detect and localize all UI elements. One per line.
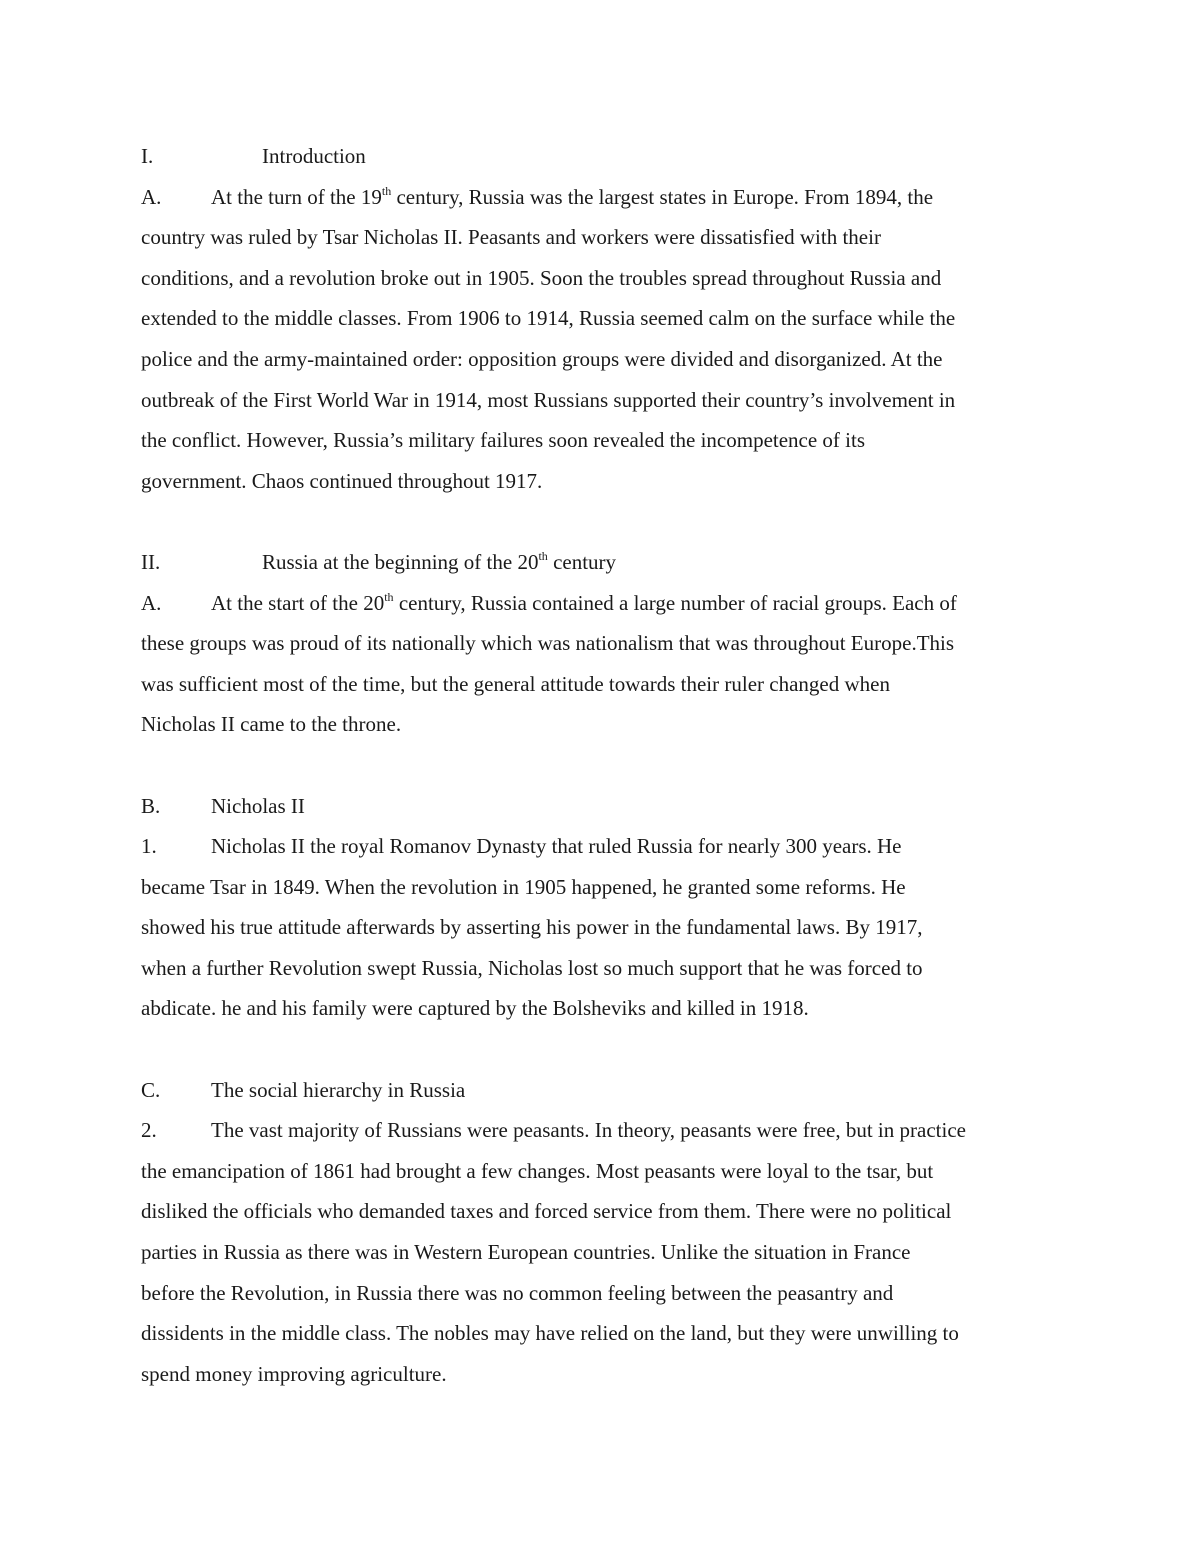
section-title: Russia at the beginning of the 20 (262, 549, 539, 574)
ordinal-suffix: th (538, 548, 548, 563)
paragraph-line: dissidents in the middle class. The nobles may have relied on the land, but they were unwilling to (141, 1321, 959, 1346)
paragraph-line: abdicate. he and his family were captured by the Bolsheviks and killed in 1918. (141, 996, 809, 1021)
section-number: II. (141, 549, 161, 574)
paragraph-intro-a (141, 177, 1066, 502)
paragraph-first-line (141, 177, 1066, 218)
document-body (141, 136, 1066, 1394)
paragraph-line: before the Revolution, in Russia there was no common feeling between the peasantry and (141, 1280, 894, 1305)
paragraph-line: the emancipation of 1861 had brought a few changes. Most peasants were loyal to the tsar, but (141, 1158, 934, 1183)
paragraph-line: outbreak of the First World War in 1914, most Russians supported their country’s involvement in (141, 387, 956, 412)
paragraph-line: country was ruled by Tsar Nicholas II. Peasants and workers were dissatisfied with their (141, 225, 881, 250)
text-run: The vast majority of Russians were peasants. In theory, peasants were free, but in practice (211, 1118, 966, 1143)
paragraph-social-2 (141, 1110, 1066, 1394)
subheading-title: The social hierarchy in Russia (211, 1077, 466, 1102)
text-run: Nicholas II the royal Romanov Dynasty that ruled Russia for nearly 300 years. He (211, 834, 902, 859)
text-run: century, Russia contained a large number of racial groups. Each of (393, 590, 957, 615)
paragraph-nicholas-1 (141, 826, 1066, 1029)
paragraph-line: the conflict. However, Russia’s military failures soon revealed the incompetence of its (141, 428, 866, 453)
paragraph-line: government. Chaos continued throughout 1917. (141, 468, 543, 493)
item-marker: A. (141, 590, 162, 615)
blank-line (141, 1029, 1066, 1070)
section-title: Introduction (262, 144, 366, 168)
paragraph-line: spend money improving agriculture. (141, 1361, 447, 1386)
subheading-title: Nicholas II (211, 793, 305, 818)
paragraph-line: was sufficient most of the time, but the general attitude towards their ruler changed when (141, 671, 890, 696)
paragraph-line: parties in Russia as there was in Western European countries. Unlike the situation in France (141, 1240, 911, 1265)
text-run: At the turn of the 19 (211, 184, 382, 209)
paragraph-line: became Tsar in 1849. When the revolution in 1905 happened, he granted some reforms. He (141, 874, 906, 899)
text-run: At the start of the 20 (211, 590, 385, 615)
subheading-social-hierarchy (141, 1070, 1066, 1111)
blank-line (141, 745, 1066, 786)
item-marker: 1. (141, 834, 157, 859)
paragraph-first-line (141, 583, 1066, 624)
section-heading-introduction (141, 136, 1066, 177)
paragraph-line: showed his true attitude afterwards by asserting his power in the fundamental laws. By 1917, (141, 915, 923, 940)
paragraph-line: police and the army-maintained order: opposition groups were divided and disorganized. At the (141, 346, 943, 371)
paragraph-russia-a (141, 583, 1066, 745)
ordinal-suffix: th (384, 589, 394, 604)
section-title: century (547, 549, 617, 574)
paragraph-line: these groups was proud of its nationally which was nationalism that was throughout Europe.This (141, 631, 955, 656)
paragraph-first-line (141, 1110, 1066, 1151)
paragraph-line: disliked the officials who demanded taxes and forced service from them. There were no political (141, 1199, 952, 1224)
text-run: century, Russia was the largest states in Europe. From 1894, the (391, 184, 934, 209)
item-marker: C. (141, 1077, 161, 1102)
paragraph-line: conditions, and a revolution broke out in 1905. Soon the troubles spread throughout Russia and (141, 265, 942, 290)
item-marker: B. (141, 793, 161, 818)
paragraph-line: Nicholas II came to the throne. (141, 712, 402, 737)
ordinal-suffix: th (381, 183, 392, 198)
item-marker: 2. (141, 1118, 157, 1143)
paragraph-line: when a further Revolution swept Russia, Nicholas lost so much support that he was forced to (141, 955, 923, 980)
paragraph-first-line (141, 826, 1066, 867)
blank-line (141, 501, 1066, 542)
section-number: I. (141, 144, 154, 168)
section-heading-russia (141, 542, 1066, 583)
paragraph-line: extended to the middle classes. From 1906 to 1914, Russia seemed calm on the surface while the (141, 306, 956, 331)
subheading-nicholas (141, 786, 1066, 827)
item-marker: A. (141, 184, 162, 209)
